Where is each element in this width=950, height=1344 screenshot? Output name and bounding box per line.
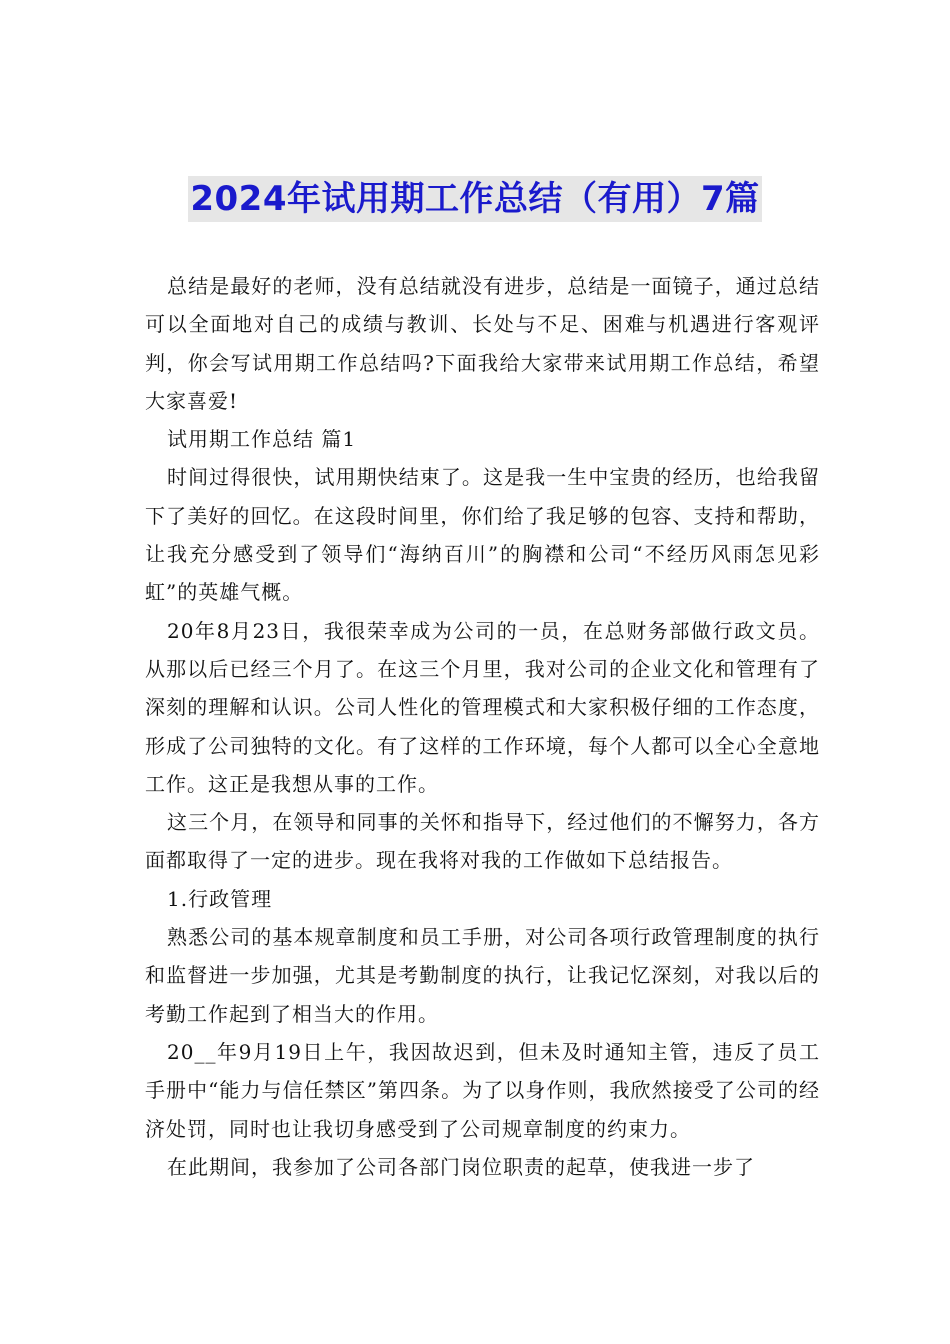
- section-heading: 试用期工作总结 篇1: [167, 427, 357, 452]
- body-paragraph: 20__年9月19日上午，我因故迟到，但未及时通知主管，违反了员工手册中“能力与信任禁区”第四条。为了以身作则，我欣然接受了公司的经济处罚，同时也让我切身感受到了公司规章制度的约束力。: [145, 1039, 820, 1141]
- body-paragraph: 在此期间，我参加了公司各部门岗位职责的起草，使我进一步了: [167, 1154, 755, 1179]
- body-paragraph: 时间过得很快，试用期快结束了。这是我一生中宝贵的经历，也给我留下了美好的回忆。在这段时间里，你们给了我足够的包容、支持和帮助，让我充分感受到了领导们“海纳百川”的胸襟和公司“不经历风雨怎见彩虹”的英雄气概。: [145, 465, 820, 605]
- body-paragraph: 20年8月23日，我很荣幸成为公司的一员，在总财务部做行政文员。从那以后已经三个月了。在这三个月里，我对公司的企业文化和管理有了深刻的理解和认识。公司人性化的管理模式和大家积极仔细的工作态度，形成了公司独特的文化。有了这样的工作环境，每个人都可以全心全意地工作。这正是我想从事的工作。: [145, 618, 820, 796]
- intro-paragraph: 总结是最好的老师，没有总结就没有进步，总结是一面镜子，通过总结可以全面地对自己的成绩与教训、长处与不足、困难与机遇进行客观评判，你会写试用期工作总结吗?下面我给大家带来试用期工作总结，希望大家喜爱!: [145, 274, 820, 413]
- body-paragraph: 熟悉公司的基本规章制度和员工手册，对公司各项行政管理制度的执行和监督进一步加强，尤其是考勤制度的执行，让我记忆深刻，对我以后的考勤工作起到了相当大的作用。: [145, 925, 820, 1026]
- title-container: [0, 176, 950, 222]
- body-paragraph: 这三个月，在领导和同事的关怀和指导下，经过他们的不懈努力，各方面都取得了一定的进步。现在我将对我的工作做如下总结报告。: [145, 810, 820, 873]
- document-body: [145, 267, 820, 1186]
- document-title: 2024年试用期工作总结（有用）7篇: [188, 176, 761, 222]
- subsection-heading: 1.行政管理: [167, 886, 273, 911]
